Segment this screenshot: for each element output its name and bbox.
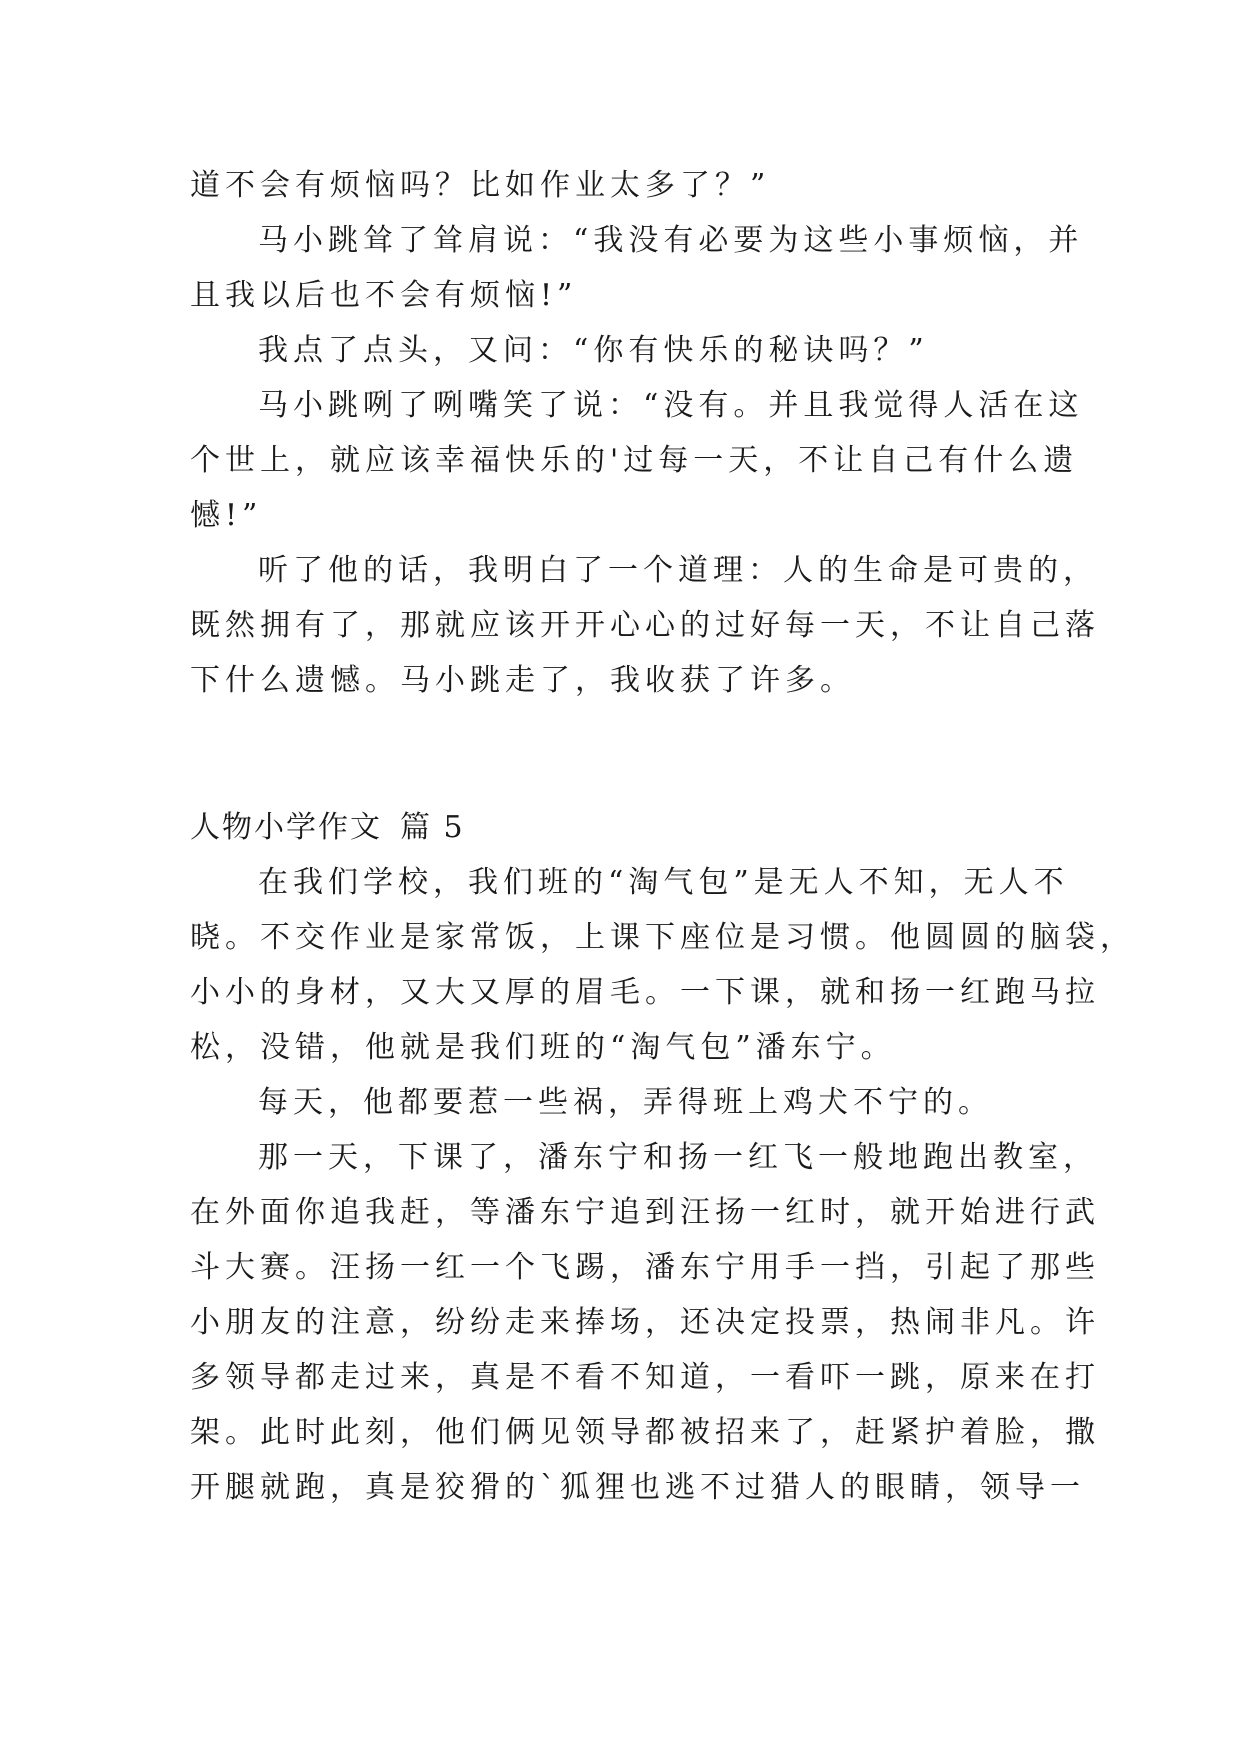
paragraph-line: 且我以后也不会有烦恼!” bbox=[190, 278, 578, 313]
paragraph-line: 架。此时此刻，他们俩见领导都被招来了，赶紧护着脸，撒 bbox=[190, 1415, 1100, 1450]
paragraph-line: 开腿就跑，真是狡猾的`狐狸也逃不过猎人的眼睛，领导一 bbox=[190, 1470, 1085, 1505]
paragraph-line: 每天，他都要惹一些祸，弄得班上鸡犬不宁的。 bbox=[258, 1085, 993, 1120]
section-essay-5 bbox=[190, 800, 1135, 1515]
paragraph-line: 多领导都走过来，真是不看不知道，一看吓一跳，原来在打 bbox=[190, 1360, 1100, 1395]
paragraph-line: 既然拥有了，那就应该开开心心的过好每一天，不让自己落 bbox=[190, 608, 1100, 643]
paragraph-line: 个世上，就应该幸福快乐的'过每一天，不让自己有什么遗 bbox=[190, 443, 1079, 478]
paragraph-line: 下什么遗憾。马小跳走了，我收获了许多。 bbox=[190, 663, 855, 698]
paragraph-line: 马小跳咧了咧嘴笑了说：“没有。并且我觉得人活在这 bbox=[258, 388, 1084, 423]
paragraph-line: 马小跳耸了耸肩说：“我没有必要为这些小事烦恼，并 bbox=[258, 223, 1084, 258]
paragraph-line: 小朋友的注意，纷纷走来捧场，还决定投票，热闹非凡。许 bbox=[190, 1305, 1100, 1340]
paragraph-line: 听了他的话，我明白了一个道理：人的生命是可贵的， bbox=[258, 553, 1098, 588]
section-previous-essay bbox=[190, 158, 1100, 708]
paragraph-line: 憾!” bbox=[190, 498, 263, 533]
paragraph-line: 我点了点头，又问：“你有快乐的秘诀吗？” bbox=[258, 333, 929, 368]
essay-title: 人物小学作文 bbox=[190, 810, 382, 845]
paragraph-line: 晓。不交作业是家常饭，上课下座位是习惯。他圆圆的脑袋， bbox=[190, 920, 1135, 955]
essay-number: 篇 5 bbox=[400, 810, 465, 845]
paragraph-line: 在我们学校，我们班的“淘气包”是无人不知，无人不 bbox=[258, 865, 1069, 900]
paragraph-line: 那一天，下课了，潘东宁和扬一红飞一般地跑出教室， bbox=[258, 1140, 1098, 1175]
paragraph-line: 松，没错，他就是我们班的“淘气包”潘东宁。 bbox=[190, 1030, 896, 1065]
paragraph-line: 道不会有烦恼吗？比如作业太多了？” bbox=[190, 168, 771, 203]
paragraph-line: 斗大赛。汪扬一红一个飞踢，潘东宁用手一挡，引起了那些 bbox=[190, 1250, 1100, 1285]
paragraph-line: 在外面你追我赶，等潘东宁追到汪扬一红时，就开始进行武 bbox=[190, 1195, 1100, 1230]
paragraph-line: 小小的身材，又大又厚的眉毛。一下课，就和扬一红跑马拉 bbox=[190, 975, 1100, 1010]
essay-heading bbox=[190, 800, 1056, 855]
